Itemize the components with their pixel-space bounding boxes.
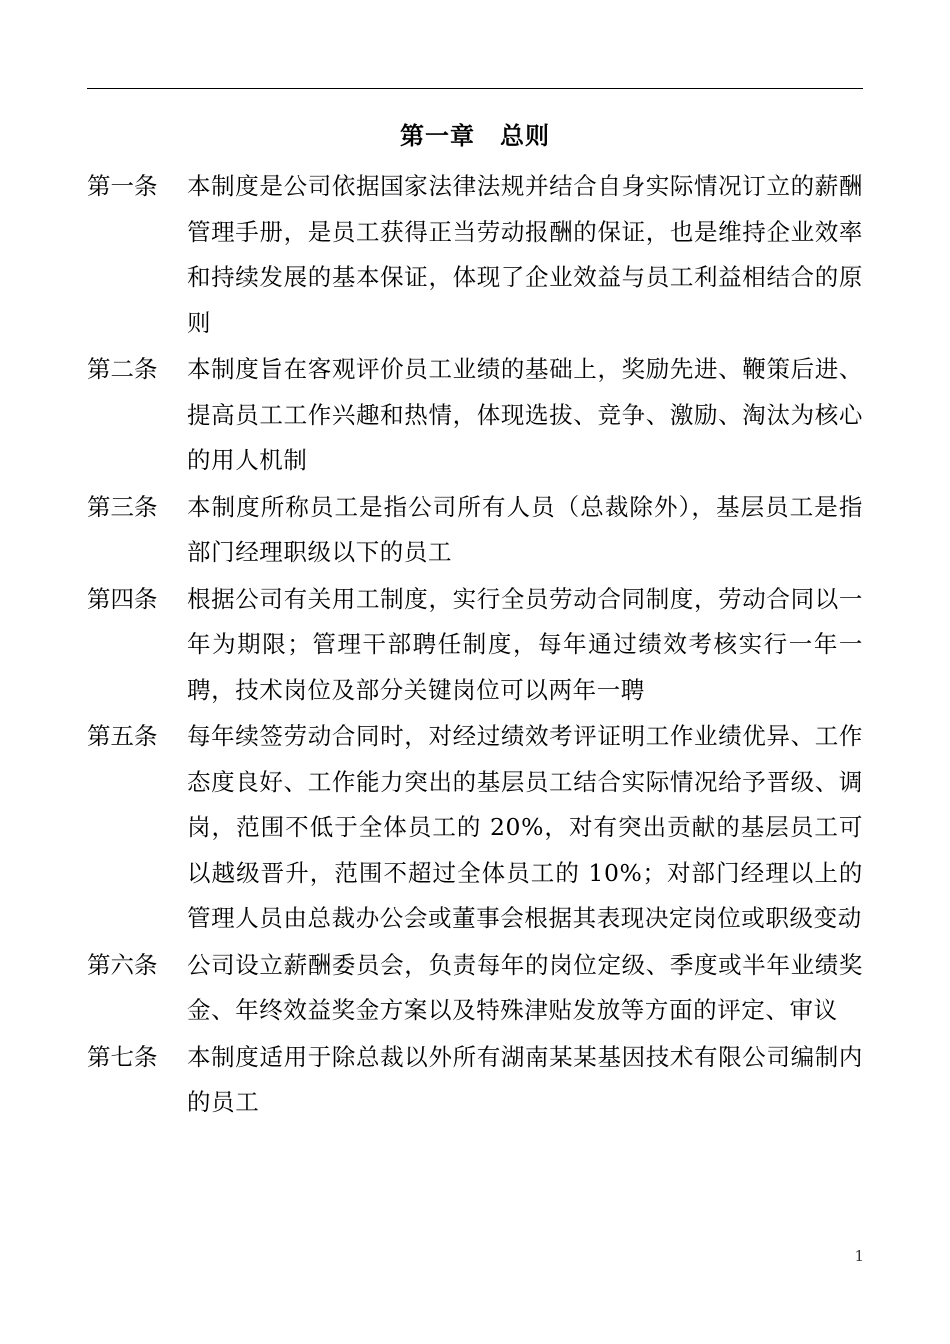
article-text: 本制度所称员工是指公司所有人员（总裁除外），基层员工是指部门经理职级以下的员工 (187, 492, 863, 566)
article-5 (87, 714, 863, 942)
article-2 (87, 347, 863, 484)
article-text: 根据公司有关用工制度，实行全员劳动合同制度，劳动合同以一年为期限；管理干部聘任制度，每年通过绩效考核实行一年一聘，技术岗位及部分关键岗位可以两年一聘 (187, 584, 863, 704)
article-text: 本制度是公司依据国家法律法规并结合自身实际情况订立的薪酬管理手册，是员工获得正当劳动报酬的保证，也是维持企业效率和持续发展的基本保证，体现了企业效益与员工利益相结合的原则 (187, 172, 863, 337)
article-number: 第一条 (87, 172, 158, 200)
article-7 (87, 1035, 863, 1126)
article-number: 第二条 (87, 355, 158, 383)
chapter-title: 第一章 总则 (400, 122, 550, 150)
article-number: 第四条 (87, 584, 158, 613)
article-text: 公司设立薪酬委员会，负责每年的岗位定级、季度或半年业绩奖金、年终效益奖金方案以及特殊津贴发放等方面的评定、审议 (187, 950, 863, 1024)
page-number: 1 (854, 1247, 864, 1265)
article-1 (87, 164, 863, 346)
article-number: 第七条 (87, 1042, 158, 1071)
article-number: 第六条 (87, 950, 158, 979)
article-6 (87, 943, 863, 1034)
article-number: 第五条 (87, 722, 158, 750)
article-text: 本制度旨在客观评价员工业绩的基础上，奖励先进、鞭策后进、提高员工工作兴趣和热情，体现选拔、竞争、激励、淘汰为核心的用人机制 (187, 355, 863, 474)
article-list (87, 164, 863, 1127)
article-text: 每年续签劳动合同时，对经过绩效考评证明工作业绩优异、工作态度良好、工作能力突出的基层员工结合实际情况给予晋级、调岗，范围不低于全体员工的 20%，对有突出贡献的基层员工可以越级晋升，范围不超过全体员工的 10%；对部门经理以上的管理人员由总裁办公会或董事会根据其表现决定岗位或职级变动 (187, 722, 863, 932)
article-number: 第三条 (87, 492, 158, 521)
article-text: 本制度适用于除总裁以外所有湖南某某基因技术有限公司编制内的员工 (187, 1042, 863, 1116)
article-4 (87, 577, 863, 714)
header-rule (87, 88, 863, 89)
article-3 (87, 485, 863, 576)
